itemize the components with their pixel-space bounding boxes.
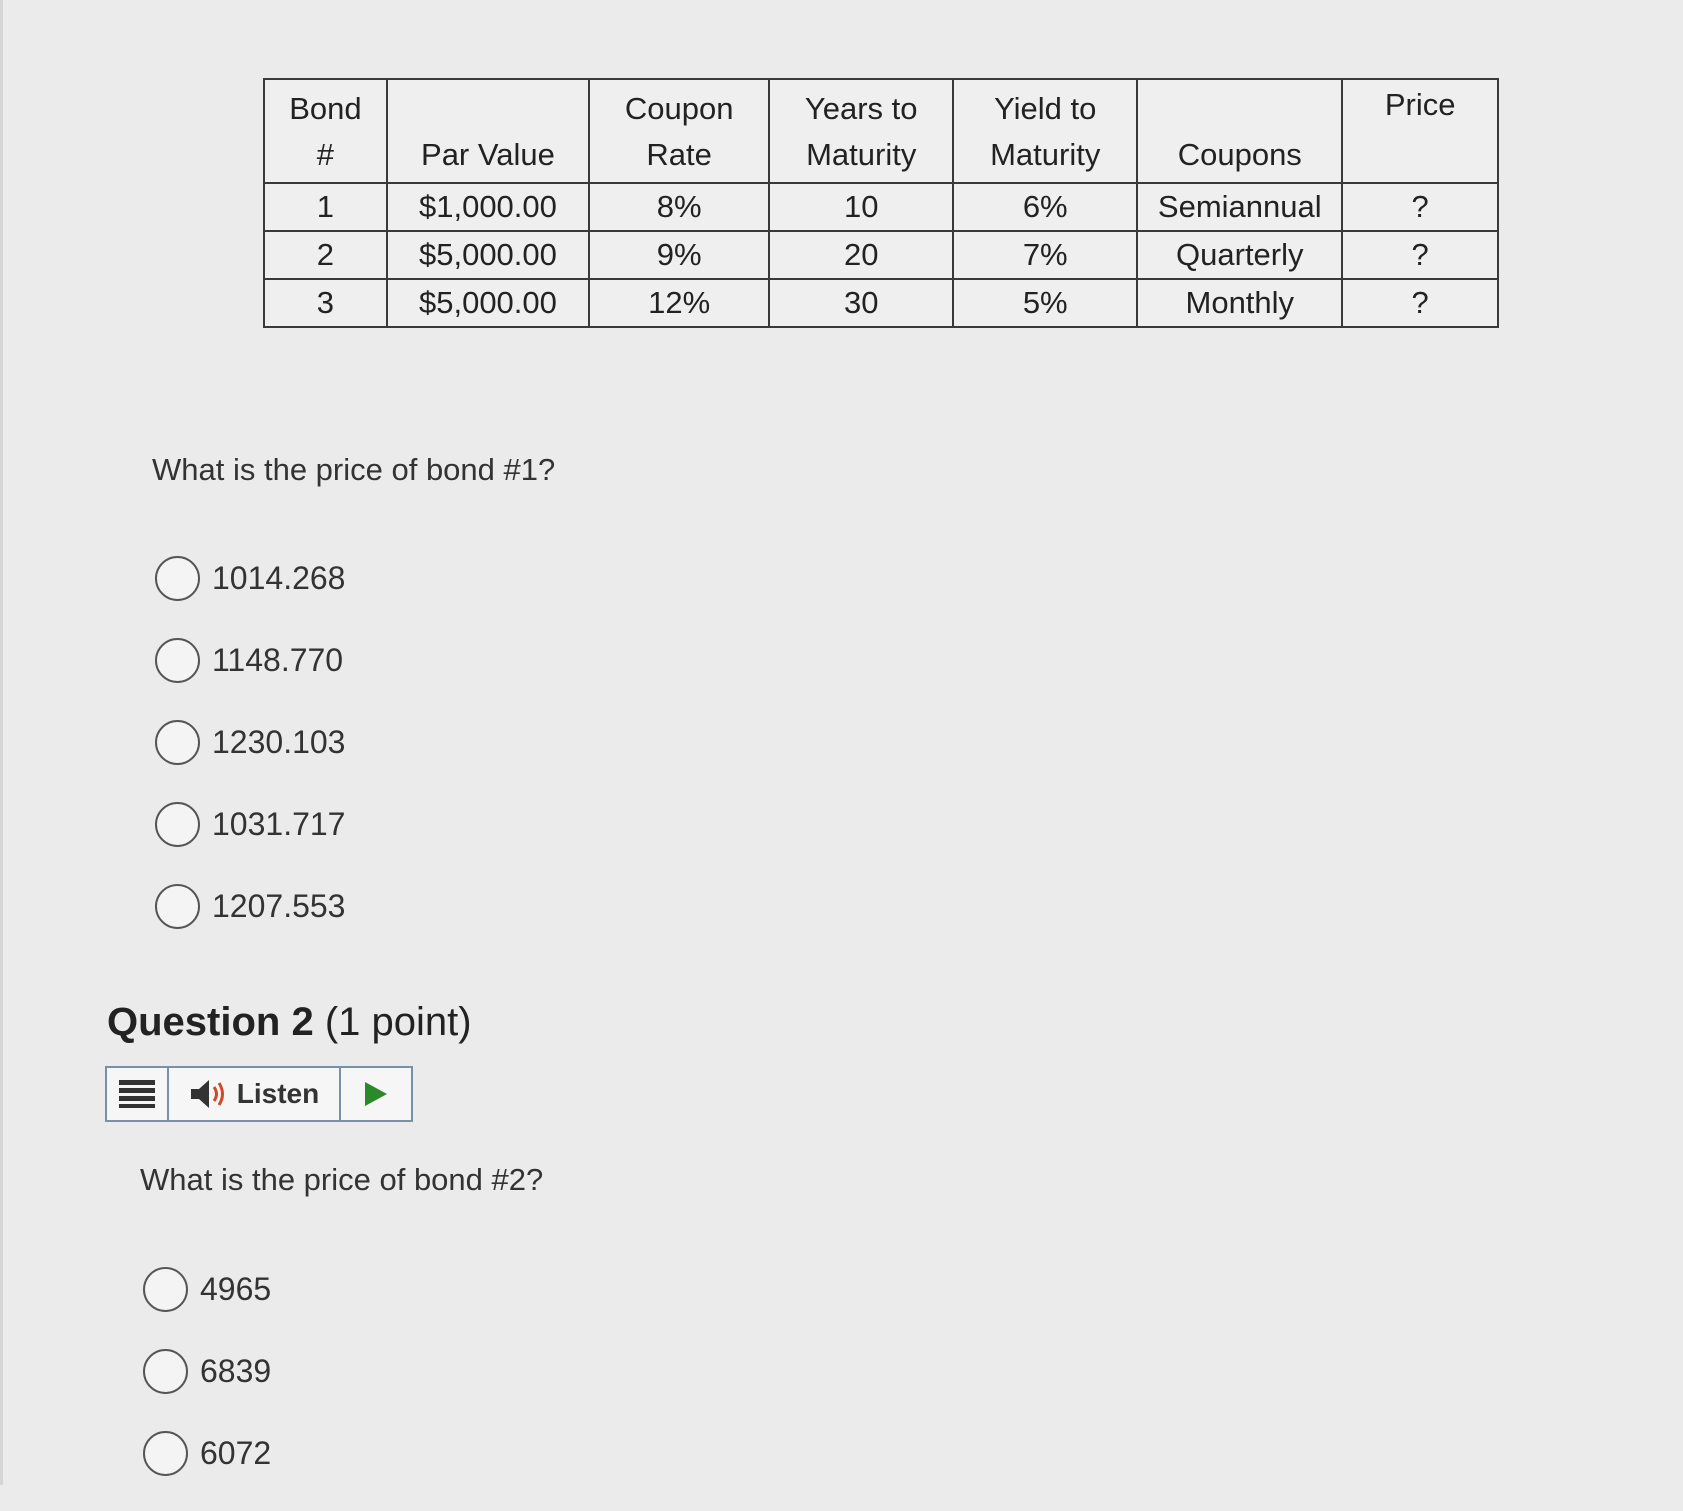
cell-years: 10 xyxy=(769,183,953,231)
option-label: 6072 xyxy=(200,1434,272,1471)
answer-option[interactable] xyxy=(143,1429,271,1477)
radio-button[interactable] xyxy=(155,802,200,847)
header-line: Coupon xyxy=(624,91,734,126)
cell-par-value: $5,000.00 xyxy=(387,231,589,279)
cell-coupon-rate: 12% xyxy=(589,279,769,327)
listen-button[interactable] xyxy=(169,1068,341,1120)
header-line: Par Value xyxy=(421,137,555,172)
header-line: Maturity xyxy=(806,137,917,172)
header-line: Yield to xyxy=(994,91,1097,126)
option-label: 1207.553 xyxy=(212,887,346,924)
bond-table xyxy=(263,78,1499,328)
play-button[interactable] xyxy=(341,1068,411,1120)
option-label: 1230.103 xyxy=(212,723,346,760)
menu-icon xyxy=(119,1080,155,1108)
play-icon xyxy=(363,1080,389,1108)
speaker-icon xyxy=(189,1078,229,1110)
option-label: 4965 xyxy=(200,1270,272,1307)
page-edge xyxy=(0,0,3,1485)
header-price xyxy=(1342,79,1498,183)
cell-yield: 5% xyxy=(953,279,1137,327)
cell-coupon-rate: 9% xyxy=(589,231,769,279)
cell-yield: 7% xyxy=(953,231,1137,279)
header-bond xyxy=(264,79,387,183)
answer-option[interactable] xyxy=(155,800,345,848)
cell-yield: 6% xyxy=(953,183,1137,231)
header-line: Maturity xyxy=(990,137,1101,172)
header-years-to-maturity xyxy=(769,79,953,183)
table-row xyxy=(264,279,1498,327)
question-2-title: Question 2 xyxy=(107,1000,314,1044)
cell-par-value: $1,000.00 xyxy=(387,183,589,231)
header-coupon-rate xyxy=(589,79,769,183)
header-par-value xyxy=(387,79,589,183)
cell-price: ? xyxy=(1342,231,1498,279)
radio-button[interactable] xyxy=(155,556,200,601)
option-label: 6839 xyxy=(200,1352,272,1389)
question-2-prompt: What is the price of bond #2? xyxy=(140,1162,544,1197)
question-2-heading xyxy=(107,1000,472,1045)
option-label: 1014.268 xyxy=(212,559,346,596)
radio-button[interactable] xyxy=(155,720,200,765)
question-1-options xyxy=(155,554,345,964)
radio-button[interactable] xyxy=(143,1431,188,1476)
header-coupons xyxy=(1137,79,1342,183)
radio-button[interactable] xyxy=(143,1267,188,1312)
header-yield-to-maturity xyxy=(953,79,1137,183)
answer-option[interactable] xyxy=(155,636,345,684)
question-1-prompt: What is the price of bond #1? xyxy=(152,452,556,487)
answer-option[interactable] xyxy=(155,882,345,930)
listen-toolbar xyxy=(105,1066,413,1122)
cell-price: ? xyxy=(1342,183,1498,231)
cell-coupons: Quarterly xyxy=(1137,231,1342,279)
listen-label: Listen xyxy=(236,1078,320,1109)
cell-price: ? xyxy=(1342,279,1498,327)
option-label: 1031.717 xyxy=(212,805,346,842)
answer-option[interactable] xyxy=(155,554,345,602)
table-row xyxy=(264,231,1498,279)
option-label: 1148.770 xyxy=(212,641,344,678)
cell-years: 30 xyxy=(769,279,953,327)
question-2-points: (1 point) xyxy=(324,1000,472,1044)
cell-coupon-rate: 8% xyxy=(589,183,769,231)
header-line: Price xyxy=(1384,87,1456,122)
menu-button[interactable] xyxy=(107,1068,169,1120)
table-row xyxy=(264,183,1498,231)
radio-button[interactable] xyxy=(155,884,200,929)
header-line: Years to xyxy=(804,91,918,126)
cell-bond: 1 xyxy=(264,183,387,231)
table-header-row xyxy=(264,79,1498,183)
header-line: Rate xyxy=(646,137,712,172)
answer-option[interactable] xyxy=(143,1265,271,1313)
cell-par-value: $5,000.00 xyxy=(387,279,589,327)
header-line: # xyxy=(316,137,335,172)
cell-years: 20 xyxy=(769,231,953,279)
header-line: Bond xyxy=(289,91,362,126)
header-line: Coupons xyxy=(1177,137,1302,172)
cell-coupons: Monthly xyxy=(1137,279,1342,327)
question-2-options xyxy=(143,1265,271,1511)
cell-bond: 3 xyxy=(264,279,387,327)
radio-button[interactable] xyxy=(155,638,200,683)
cell-bond: 2 xyxy=(264,231,387,279)
answer-option[interactable] xyxy=(155,718,345,766)
answer-option[interactable] xyxy=(143,1347,271,1395)
radio-button[interactable] xyxy=(143,1349,188,1394)
cell-coupons: Semiannual xyxy=(1137,183,1342,231)
